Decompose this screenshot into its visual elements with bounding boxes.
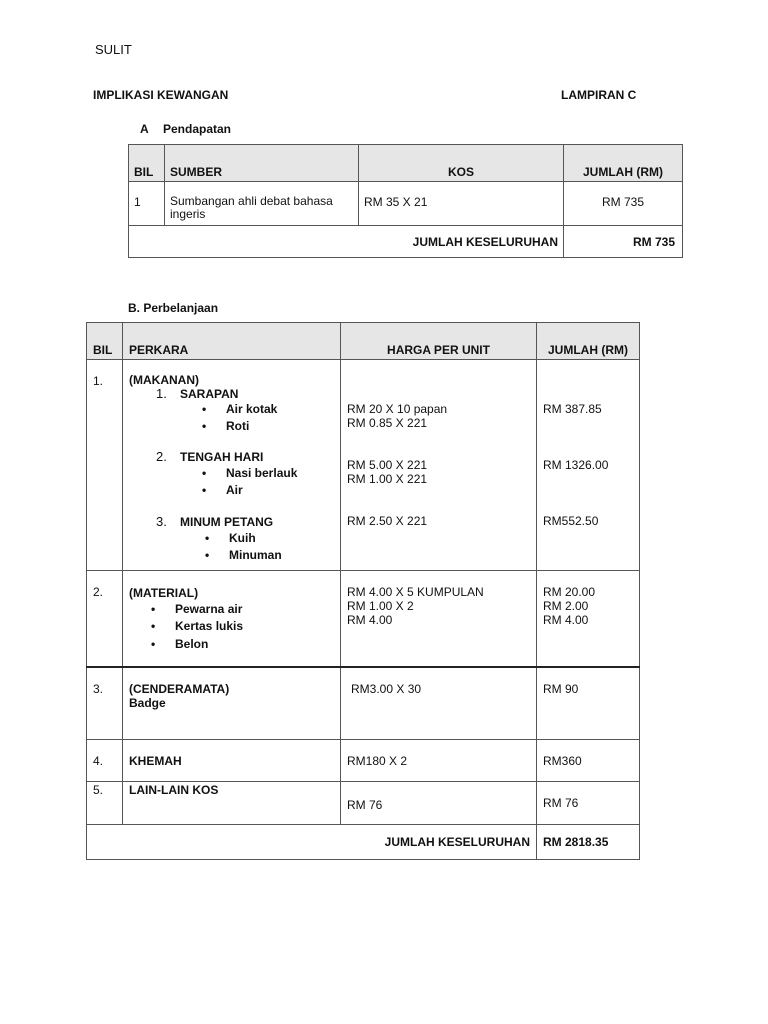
cell-kos: RM 35 X 21 [359,182,564,226]
total-label: JUMLAH KESELURUHAN [129,226,564,258]
category-label: (MAKANAN) [129,373,199,387]
col-header-bil: BIL [87,323,123,360]
list-item: • Belon [129,635,334,654]
sub-heading: 2. TENGAH HARI [156,449,264,464]
col-header-kos: KOS [359,145,564,182]
cell-harga: RM180 X 2 [341,740,537,782]
col-header-sumber: SUMBER [165,145,359,182]
list-item: • Roti [129,418,334,435]
expense-total-row [87,825,640,860]
category-label: (CENDERAMATA) [129,682,230,696]
col-header-jumlah: JUMLAH (RM) [564,145,683,182]
cell-bil: 5. [87,782,123,825]
col-header-jumlah: JUMLAH (RM) [537,323,640,360]
category-label: KHEMAH [129,754,182,768]
income-table-header [129,145,683,182]
cell-jumlah: RM 735 [564,182,683,226]
section-a-heading [140,122,231,136]
appendix-label: LAMPIRAN C [561,88,637,102]
category-label: LAIN-LAIN KOS [129,783,219,797]
table-row [87,360,640,571]
list-item: • Kertas lukis [129,618,334,635]
document-title: IMPLIKASI KEWANGAN [93,88,229,102]
cell-perkara [123,782,341,825]
list-item: • Minuman [129,547,334,564]
cell-perkara [123,667,341,740]
list-item: • Kuih [129,530,334,547]
cell-jumlah: RM 76 [537,782,640,825]
list-item: • Air [129,482,334,499]
table-row [87,667,640,740]
sub-heading: 1. SARAPAN [156,386,239,401]
list-item: • Nasi berlauk [129,465,334,482]
cell-harga: RM 4.00 X 5 KUMPULAN RM 1.00 X 2 RM 4.00 [341,571,537,668]
total-label: JUMLAH KESELURUHAN [87,825,537,860]
cell-jumlah: RM 20.00 RM 2.00 RM 4.00 [537,571,640,668]
cell-jumlah: RM 90 [537,667,640,740]
section-a-letter: A [140,122,149,136]
col-header-harga: HARGA PER UNIT [341,323,537,360]
classification-label: SULIT [95,42,132,57]
cell-harga: RM3.00 X 30 [341,667,537,740]
expense-table-header [87,323,640,360]
cell-perkara [123,360,341,571]
income-total-row [129,226,683,258]
expense-table [86,322,640,860]
cell-jumlah: RM360 [537,740,640,782]
table-row [129,182,683,226]
col-header-bil: BIL [129,145,165,182]
list-item: • Pewarna air [129,601,334,618]
cell-sumber: Sumbangan ahli debat bahasa ingeris [165,182,359,226]
cell-perkara [123,740,341,782]
table-row [87,740,640,782]
list-item: • Air kotak [129,401,334,418]
sub-heading: 3. MINUM PETANG [156,514,274,529]
cell-bil: 1 [129,182,165,226]
col-header-perkara: PERKARA [123,323,341,360]
item-label: Badge [129,696,166,710]
cell-bil: 1. [87,360,123,571]
total-value: RM 2818.35 [537,825,640,860]
table-row [87,782,640,825]
cell-bil: 3. [87,667,123,740]
cell-bil: 2. [87,571,123,668]
cell-bil: 4. [87,740,123,782]
table-row [87,571,640,668]
total-value: RM 735 [564,226,683,258]
section-b-heading: B. Perbelanjaan [128,301,219,315]
section-a-title: Pendapatan [163,122,232,136]
cell-harga: RM 20 X 10 papan RM 0.85 X 221 RM 5.00 X 221 RM 1.00 X 221 RM 2.50 X 221 [341,360,537,571]
income-table [128,144,683,258]
cell-jumlah: RM 387.85 RM 1326.00 RM552.50 [537,360,640,571]
cell-perkara [123,571,341,668]
cell-harga: RM 76 [341,782,537,825]
category-label: (MATERIAL) [129,586,199,600]
